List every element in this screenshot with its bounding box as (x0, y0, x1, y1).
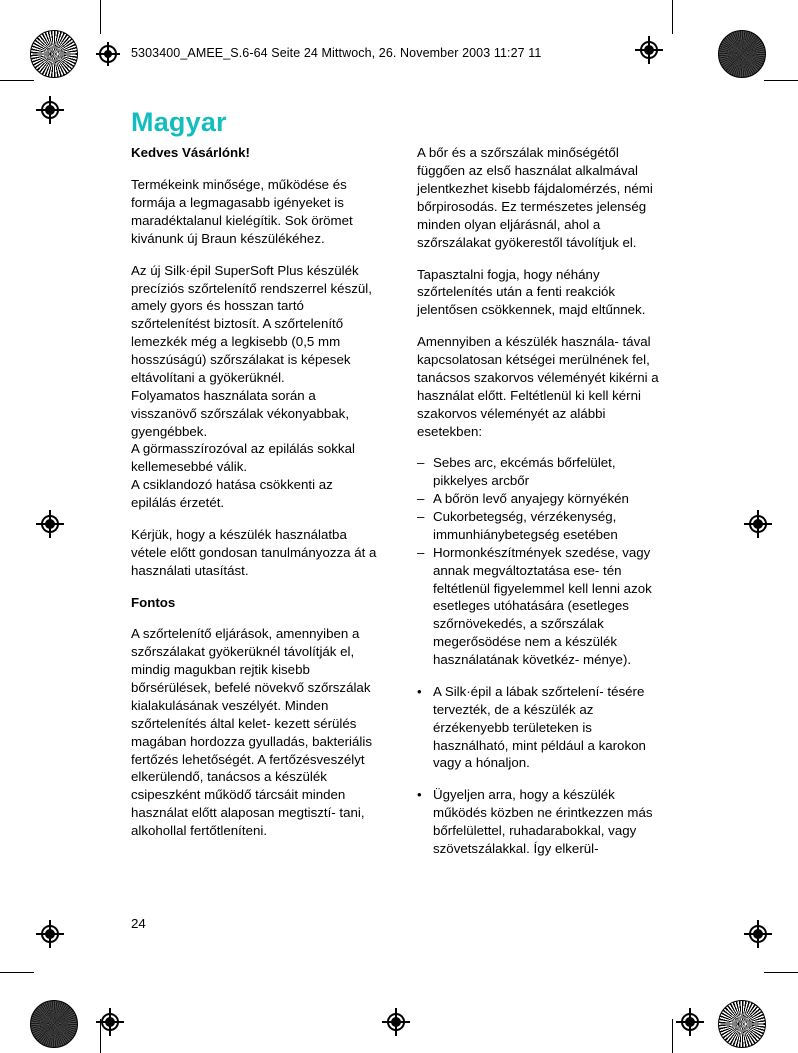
rosette-mark-bottom-left (30, 1000, 78, 1048)
list-item (417, 544, 665, 669)
registration-target-icon (635, 36, 663, 64)
registration-target-icon (36, 920, 64, 948)
trim-tick (100, 1019, 101, 1053)
important-heading: Fontos (131, 594, 176, 610)
page-title: Magyar (131, 107, 227, 137)
trim-tick (672, 1019, 673, 1053)
skin-reaction-paragraph: A bőr és a szőrszálak minőségétől függően az első használat alkalmával jelentkezhet kisebb fájdalomérzés, némi bőrpirosodás. Ez természetes jelenség minden olyan eljárásnál, ahol a szőrszálakat gyökerestől távolítjuk el. (417, 145, 653, 250)
dash-marker-icon: – (417, 491, 425, 507)
registration-target-icon (36, 510, 64, 538)
list-item (417, 683, 665, 772)
rosette-mark-top-right (718, 30, 766, 78)
list-item (417, 786, 665, 858)
bullet-marker-icon: • (417, 683, 422, 699)
read-manual-paragraph: Kérjük, hogy a készülék használatba vétele előtt gondosan tanulmányozza át a használati utasítást. (131, 526, 377, 578)
running-header-text: 5303400_AMEE_S.6-64 Seite 24 Mittwoch, 26. November 2003 11:27 11 (131, 46, 542, 60)
dash-marker-icon: – (417, 455, 425, 471)
list-item (417, 454, 665, 490)
two-column-body (131, 144, 667, 872)
left-column (131, 144, 379, 872)
list-item-label: A Silk·épil a lábak szőrtelení- tésére tervezték, de a készülék az érzékenyebb területeken is használható, mint például a karokon vagy a hónaljon. (433, 683, 646, 771)
registration-target-icon (744, 510, 772, 538)
consult-doctor-paragraph: Amennyiben a készülék használa- tával kapcsolatosan kétségei merülnének fel, tanácsos szakorvos véleményét kikérni a használat előtt. Feltétlenül ki kell kérni szakorvos véleményét az alábbi esetekben: (417, 334, 659, 439)
list-item (417, 490, 665, 508)
page-number: 24 (131, 916, 146, 931)
important-body: A szőrtelenítő eljárások, amennyiben a szőrszálakat gyökerüknél távolítják el, mindig magukban rejtik kisebb bőrsérülések, befelé növekvő szőrszálak kialakulásának veszélyét. Minden szőrtelenítés által kelet- kezett sérülés magában hordozza gyulladás, bakteriális fertőzés lehetőségét. A fertőzésveszélyt elkerülendő, tanácsos a készülék csipeszként működő tárcsáit minden használat előtt alaposan megtisztí- tani, alkohollal fertőtleníteni. (131, 626, 372, 839)
list-item-label: A bőrön levő anyajegy környékén (433, 491, 629, 507)
rosette-mark-bottom-right (718, 1000, 766, 1048)
trim-tick (672, 0, 673, 34)
list-item-label: Sebes arc, ekcémás bőrfelület, pikkelyes arcbőr (433, 455, 616, 489)
intro-paragraph: Az új Silk·épil SuperSoft Plus készülék precíziós szőrtelenítő rendszerrel készül, amely gyors és hosszan tartó szőrtelenítést biztosít. A szőrtelenítő lemezkék még a legkisebb (0,5 mm hosszúságú) szőrszálakat is képesek eltávolítani a gyökerüknél. (131, 262, 372, 385)
intro-paragraph-massager: A görmasszírozóval az epilálás sokkal kellemesebbé válik. (131, 441, 355, 475)
registration-target-icon (744, 920, 772, 948)
intro-paragraph-regrowth: Folyamatos használata során a visszanövő szőrszálak vékonyabbak, gyengébbek. (131, 387, 350, 439)
page-content (131, 108, 667, 872)
usage-bullet-list (417, 683, 665, 858)
list-item-label: Hormonkészítmények szedése, vagy annak megváltoztatása ese- tén feltétlenül figyelemmel kell lenni azok esetleges utóhatására (esetleges szőrnövekedés, a szőrszálak megerősödése nem a készülék használatának követkéz- ménye). (433, 544, 652, 668)
warning-dash-list (417, 454, 665, 669)
trim-tick (0, 80, 34, 81)
rosette-mark-top-left (30, 30, 78, 78)
trim-tick (764, 80, 798, 81)
reactions-decrease-paragraph: Tapasztalni fogja, hogy néhány szőrtelenítés után a fenti reakciók jelentősen csökkennek, majd eltűnnek. (417, 266, 646, 318)
greeting-heading: Kedves Vásárlónk! (131, 145, 250, 161)
trim-tick (100, 0, 101, 34)
intro-paragraph-tickler: A csiklandozó hatása csökkenti az epilálás érzetét. (131, 477, 333, 511)
trim-tick (764, 972, 798, 973)
dash-marker-icon: – (417, 509, 425, 525)
registration-target-icon (676, 1008, 704, 1036)
trim-tick (0, 972, 34, 973)
list-item-label: Cukorbetegség, vérzékenység, immunhiánybetegség esetében (433, 509, 618, 542)
registration-target-icon (382, 1008, 410, 1036)
registration-target-icon (96, 42, 120, 66)
greeting-body: Termékeink minősége, működése és formája a legmagasabb igényeket is maradéktalanul kielégítik. Sok örömet kivánunk új Braun készülékéhez. (131, 177, 353, 246)
list-item-label: Ügyeljen arra, hogy a készülék működés közben ne érintkezzen más bőrfelülettel, ruhadarabokkal, vagy szövetszálakkal. Így elkerül- (433, 787, 653, 856)
bullet-marker-icon: • (417, 787, 422, 803)
registration-target-icon (36, 96, 64, 124)
list-item (417, 508, 665, 544)
right-column (417, 144, 665, 872)
dash-marker-icon: – (417, 544, 425, 560)
